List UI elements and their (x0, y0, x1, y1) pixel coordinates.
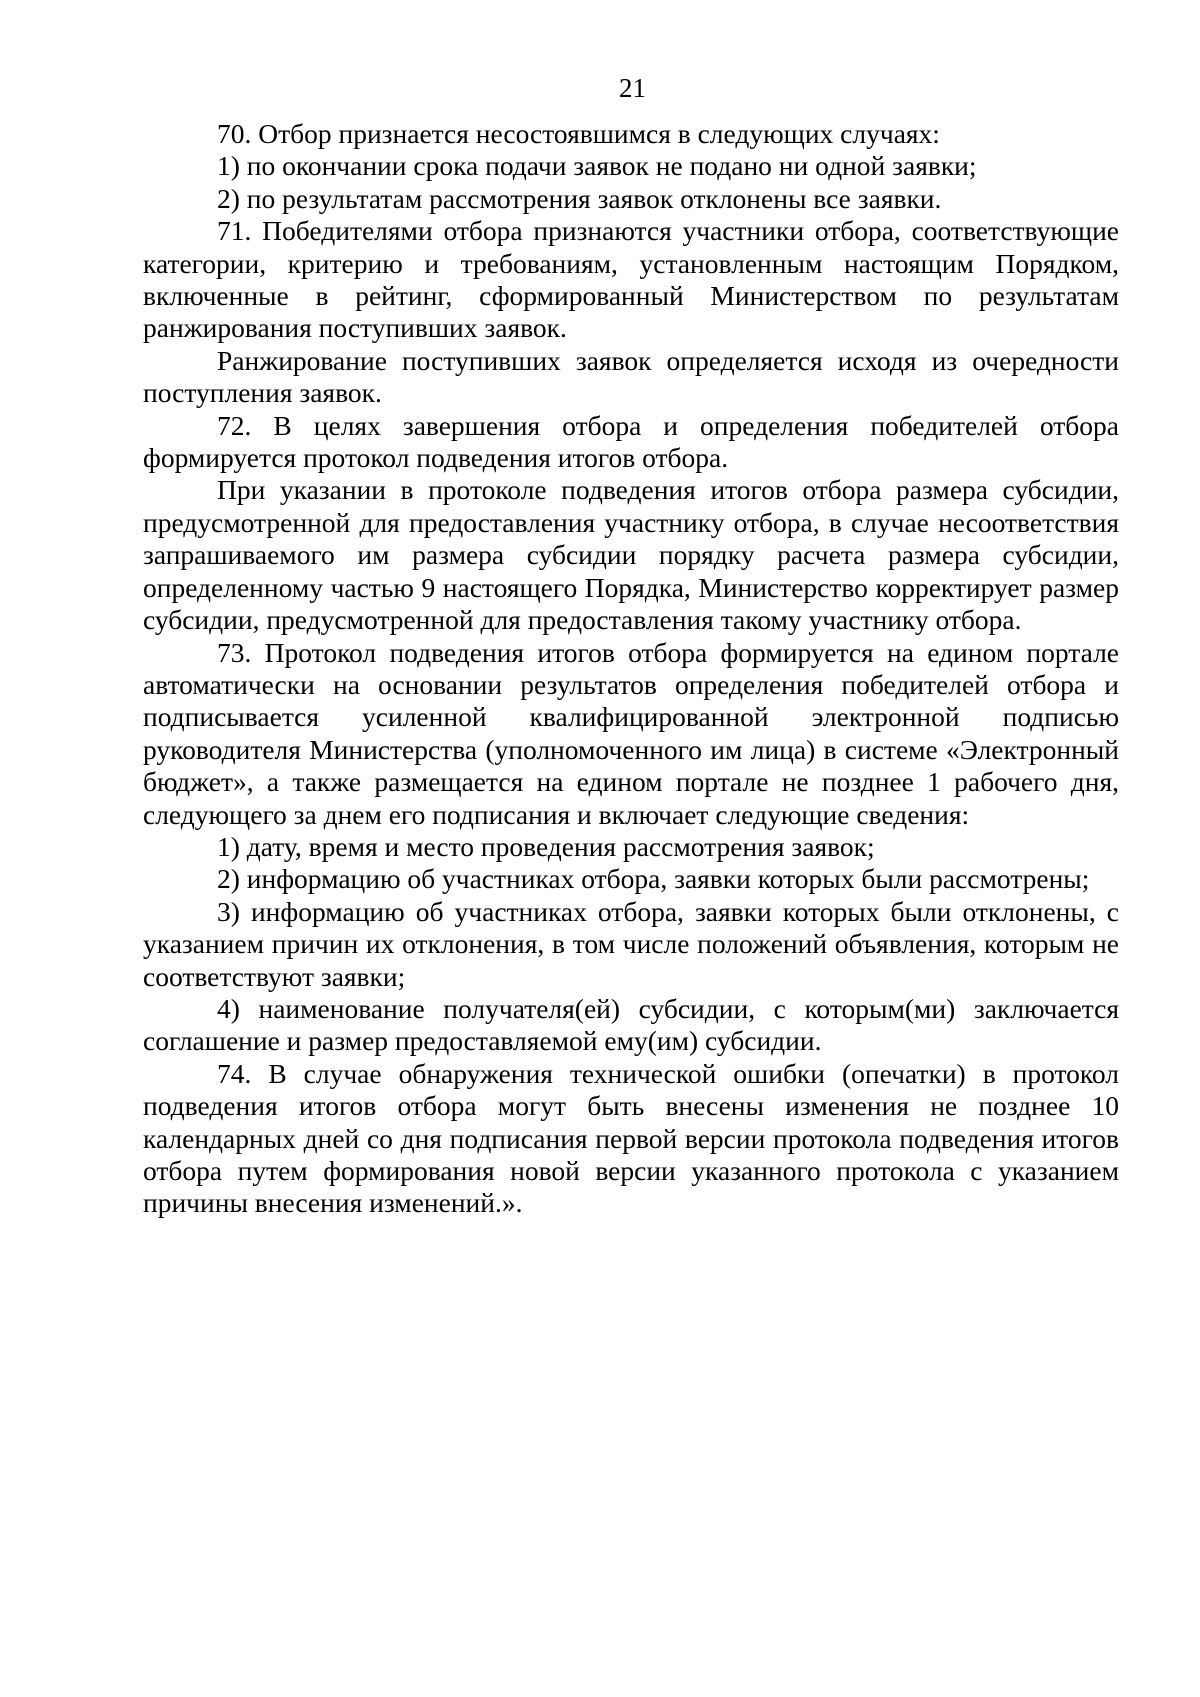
paragraph-73-item-3: 3) информацию об участниках отбора, заявки которых были отклонены, с указанием причин их отклонения, в том числе положений объявления, которым не соответствуют заявки; (143, 895, 1119, 992)
paragraph-73: 73. Протокол подведения итогов отбора формируется на едином портале автоматически на основании результатов определения победителей отбора и подписывается усиленной квалифицированной электронной подписью руководителя Министерства (уполномоченного им лица) в системе «Электронный бюджет», а также размещается на едином портале не позднее 1 рабочего дня, следующего за днем его подписания и включает следующие сведения: (143, 636, 1119, 830)
paragraph-70: 70. Отбор признается несостоявшимся в следующих случаях: (217, 118, 940, 149)
page-number: 21 (619, 73, 646, 103)
paragraph-70-item-1: 1) по окончании срока подачи заявок не подано ни одной заявки; (217, 150, 977, 182)
paragraph-71: 71. Победителями отбора признаются участники отбора, соответствующие категории, критерию и требованиям, установленным настоящим Порядком, включенные в рейтинг, сформированный Министерством по результатам ранжирования поступивших заявок. (143, 215, 1119, 344)
paragraph-71-ranking: Ранжирование поступивших заявок определяется исходя из очередности поступления заявок. (143, 344, 1119, 409)
paragraph-72: 72. В целях завершения отбора и определения победителей отбора формируется протокол подведения итогов отбора. (143, 409, 1119, 474)
paragraph-74: 74. В случае обнаружения технической ошибки (опечатки) в протокол подведения итогов отбора могут быть внесены изменения не позднее 10 календарных дней со дня подписания первой версии протокола подведения итогов отбора путем формирования новой версии указанного протокола с указанием причины внесения изменений.». (143, 1057, 1119, 1219)
paragraph-73-item-2: 2) информацию об участниках отбора, заявки которых были рассмотрены; (217, 863, 1090, 895)
paragraph-73-item-1: 1) дату, время и место проведения рассмотрения заявок; (217, 830, 875, 862)
paragraph-70-item-2: 2) по результатам рассмотрения заявок отклонены все заявки. (217, 182, 942, 214)
paragraph-73-item-4: 4) наименование получателя(ей) субсидии, с которым(ми) заключается соглашение и размер предоставляемой ему(им) субсидии. (143, 992, 1119, 1057)
document-body (143, 118, 1119, 1220)
paragraph-72-subsidy: При указании в протоколе подведения итогов отбора размера субсидии, предусмотренной для предоставления участнику отбора, в случае несоответствия запрашиваемого им размера субсидии порядку расчета размера субсидии, определенному частью 9 настоящего Порядка, Министерство корректирует размер субсидии, предусмотренной для предоставления такому участнику отбора. (143, 474, 1119, 636)
